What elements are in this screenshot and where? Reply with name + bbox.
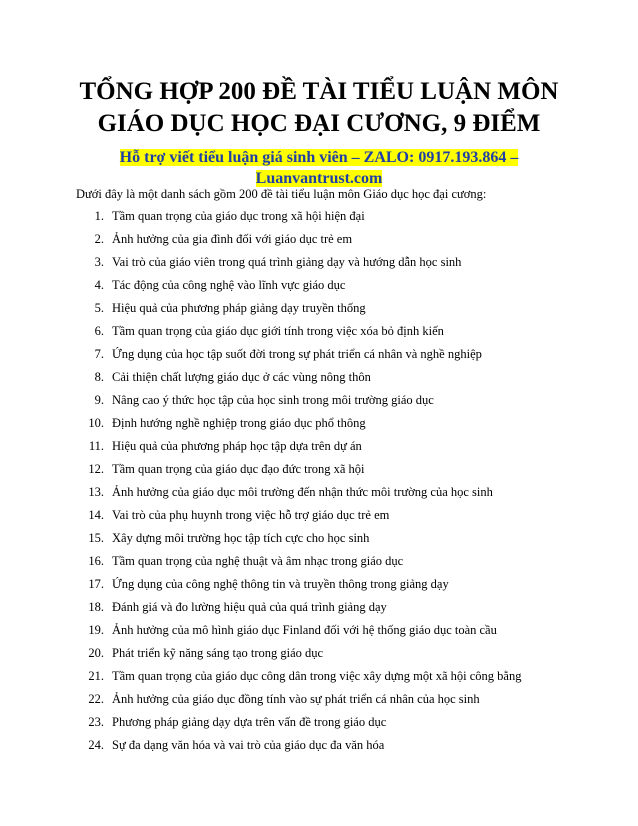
- list-item-text: Ảnh hưởng của giáo dục môi trường đến nhận thức môi trường của học sinh: [112, 485, 493, 499]
- intro-paragraph: Dưới đây là một danh sách gồm 200 đề tài tiểu luận môn Giáo dục học đại cương:: [76, 187, 487, 201]
- list-item-number: 16.: [88, 554, 104, 568]
- list-item-text: Phương pháp giảng dạy dựa trên vấn đề trong giáo dục: [112, 715, 387, 729]
- title-line-2: GIÁO DỤC HỌC ĐẠI CƯƠNG, 9 ĐIỂM: [97, 110, 541, 137]
- list-item-text: Tầm quan trọng của nghệ thuật và âm nhạc trong giáo dục: [112, 554, 404, 568]
- list-item-number: 4.: [94, 278, 104, 292]
- list-item: [76, 231, 521, 254]
- list-item-text: Ứng dụng của học tập suốt đời trong sự phát triển cá nhân và nghề nghiệp: [112, 347, 482, 361]
- list-item: [76, 484, 521, 507]
- list-item-number: 5.: [94, 301, 104, 315]
- list-item-text: Ảnh hưởng của gia đình đối với giáo dục trẻ em: [112, 232, 353, 246]
- topic-list: [76, 208, 521, 760]
- list-item-text: Định hướng nghề nghiệp trong giáo dục phổ thông: [112, 416, 366, 430]
- list-item-text: Tầm quan trọng của giáo dục giới tính trong việc xóa bỏ định kiến: [112, 324, 444, 338]
- list-item-number: 12.: [88, 462, 104, 476]
- list-item-text: Nâng cao ý thức học tập của học sinh trong môi trường giáo dục: [112, 393, 434, 407]
- list-item-text: Tầm quan trọng của giáo dục trong xã hội hiện đại: [112, 209, 365, 223]
- list-item-number: 21.: [88, 669, 104, 683]
- list-item-text: Hiệu quả của phương pháp học tập dựa trên dự án: [112, 439, 362, 453]
- list-item: [76, 737, 521, 760]
- list-item: [76, 668, 521, 691]
- title-line-1: TỔNG HỢP 200 ĐỀ TÀI TIỂU LUẬN MÔN: [79, 78, 559, 105]
- list-item-number: 14.: [88, 508, 104, 522]
- list-item: [76, 300, 521, 323]
- list-item: [76, 346, 521, 369]
- list-item: [76, 622, 521, 645]
- list-item-number: 9.: [94, 393, 104, 407]
- list-item-number: 13.: [88, 485, 104, 499]
- list-item-text: Đánh giá và đo lường hiệu quả của quá trình giảng dạy: [112, 600, 387, 614]
- list-item: [76, 714, 521, 737]
- list-item: [76, 438, 521, 461]
- list-item: [76, 691, 521, 714]
- list-item-text: Tác động của công nghệ vào lĩnh vực giáo dục: [112, 278, 346, 292]
- list-item-number: 24.: [88, 738, 104, 752]
- support-link[interactable]: Luanvantrust.com: [255, 170, 383, 187]
- list-item-number: 8.: [94, 370, 104, 384]
- list-item-text: Ảnh hưởng của giáo dục đồng tính vào sự phát triển cá nhân của học sinh: [112, 692, 480, 706]
- list-item: [76, 254, 521, 277]
- list-item-number: 10.: [88, 416, 104, 430]
- list-item-number: 3.: [94, 255, 104, 269]
- list-item: [76, 553, 521, 576]
- list-item: [76, 507, 521, 530]
- list-item: [76, 599, 521, 622]
- list-item-text: Tầm quan trọng của giáo dục đạo đức trong xã hội: [112, 462, 365, 476]
- list-item: [76, 323, 521, 346]
- list-item: [76, 530, 521, 553]
- list-item-number: 6.: [94, 324, 104, 338]
- list-item-text: Sự đa dạng văn hóa và vai trò của giáo dục đa văn hóa: [112, 738, 385, 752]
- list-item-text: Xây dựng môi trường học tập tích cực cho học sinh: [112, 531, 370, 545]
- list-item: [76, 645, 521, 668]
- list-item-number: 2.: [94, 232, 104, 246]
- list-item-number: 23.: [88, 715, 104, 729]
- list-item-number: 11.: [88, 439, 104, 453]
- list-item-text: Vai trò của phụ huynh trong việc hỗ trợ giáo dục trẻ em: [112, 508, 390, 522]
- list-item-number: 15.: [88, 531, 104, 545]
- list-item: [76, 369, 521, 392]
- list-item-number: 19.: [88, 623, 104, 637]
- list-item-text: Ảnh hưởng của mô hình giáo dục Finland đối với hệ thống giáo dục toàn cầu: [112, 623, 497, 637]
- document-title: [40, 76, 598, 140]
- list-item-text: Tầm quan trọng của giáo dục công dân trong việc xây dựng một xã hội công bằng: [112, 669, 522, 683]
- list-item-text: Phát triển kỹ năng sáng tạo trong giáo dục: [112, 646, 324, 660]
- list-item-text: Ứng dụng của công nghệ thông tin và truyền thông trong giảng dạy: [112, 577, 449, 591]
- support-line-1: Hỗ trợ viết tiểu luận giá sinh viên – ZALO: 0917.193.864 –: [119, 149, 519, 166]
- list-item: [76, 415, 521, 438]
- list-item: [76, 208, 521, 231]
- list-item-number: 22.: [88, 692, 104, 706]
- list-item: [76, 461, 521, 484]
- support-banner: [40, 147, 598, 189]
- list-item-text: Vai trò của giáo viên trong quá trình giảng dạy và hướng dẫn học sinh: [112, 255, 462, 269]
- list-item-number: 1.: [94, 209, 104, 223]
- list-item-number: 7.: [94, 347, 104, 361]
- list-item-number: 18.: [88, 600, 104, 614]
- list-item: [76, 277, 521, 300]
- list-item-text: Hiệu quả của phương pháp giảng dạy truyền thống: [112, 301, 366, 315]
- list-item-number: 17.: [88, 577, 104, 591]
- list-item: [76, 576, 521, 599]
- list-item-number: 20.: [88, 646, 104, 660]
- list-item: [76, 392, 521, 415]
- list-item-text: Cải thiện chất lượng giáo dục ở các vùng nông thôn: [112, 370, 371, 384]
